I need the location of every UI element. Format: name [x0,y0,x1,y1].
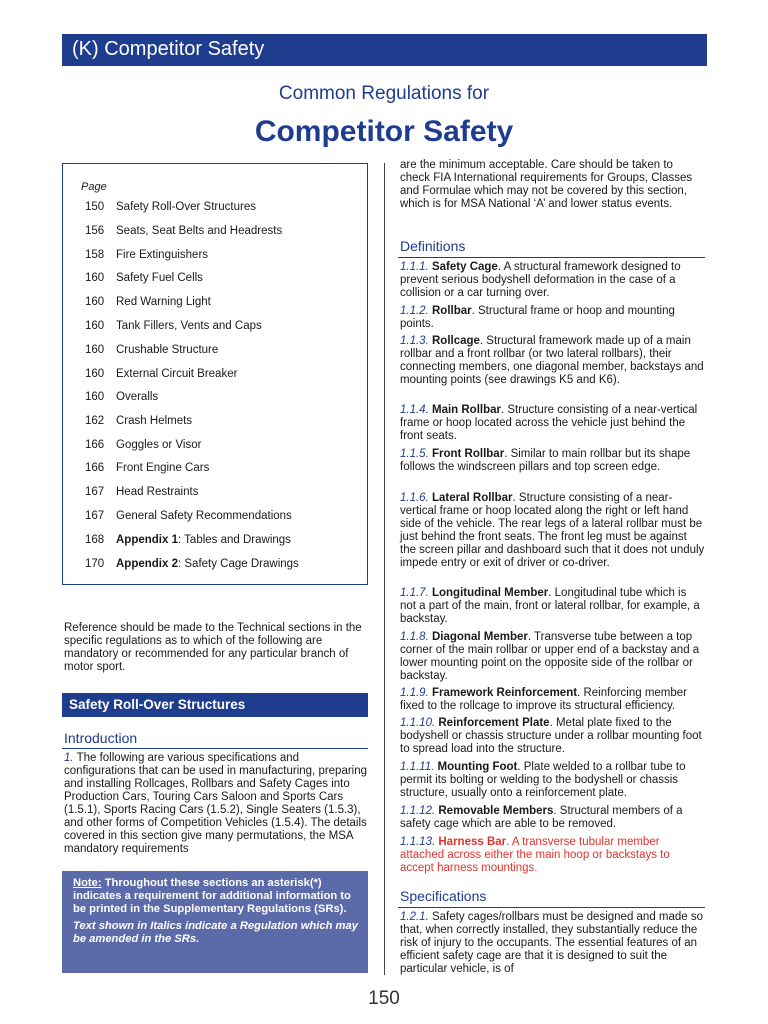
definition-item: 1.1.8. Diagonal Member. Transverse tube between a top corner of the main rollbar or upper end of a backstay and a lower mounting point on the opposite side of the rollbar or backstay. [400,631,700,682]
heading-rule [398,907,705,908]
specifications-paragraph: 1.2.1. Safety cages/rollbars must be designed and made so that, when correctly installed, they substantially reduce the risk of injury to the occupants. The essential features of an efficient safety cage are that it is designed to suit the particular vehicle, is of [400,911,704,975]
page-subtitle: Common Regulations for [278,83,490,104]
toc-row[interactable]: 167 Head Restraints [85,486,199,498]
toc-row[interactable]: 168 Appendix 1: Tables and Drawings [85,534,291,546]
toc-row[interactable]: 150 Safety Roll-Over Structures [85,201,256,213]
heading-rule [62,748,368,749]
toc-row[interactable]: 170 Appendix 2: Safety Cage Drawings [85,558,299,570]
toc-row[interactable]: 158 Fire Extinguishers [85,249,209,261]
specifications-heading: Specifications [400,888,487,904]
toc-row[interactable]: 160 Crushable Structure [85,344,219,356]
section-band-title: (K) Competitor Safety [72,38,265,60]
toc-row[interactable]: 160 External Circuit Breaker [85,368,238,380]
definition-item: 1.1.11. Mounting Foot. Plate welded to a rollbar tube to permit its bolting or welding to the bodyshell or chassis structure, usually onto a reinforcement plate. [400,761,686,799]
note-label: Note: [73,877,102,889]
toc-row[interactable]: 156 Seats, Seat Belts and Headrests [85,225,283,237]
table-of-contents [62,163,368,585]
heading-rule [398,257,705,258]
section-band [62,34,707,66]
toc-row[interactable]: 160 Tank Fillers, Vents and Caps [85,320,262,332]
reference-paragraph: Reference should be made to the Technical sections in the specific regulations as to which of the following are mandatory or recommended for any particular branch of motor sport. [64,622,362,673]
definition-item: 1.1.5. Front Rollbar. Similar to main rollbar but its shape follows the windscreen pillars and top screen edge. [400,448,691,473]
page-number: 150 [368,988,400,1009]
toc-row[interactable]: 166 Front Engine Cars [85,462,210,474]
note-box: Note: Throughout these sections an asterisk(*) indicates a requirement for additional information to be printed in the Supplementary Regulations (SRs). Text shown in Italics indicate a Regulation which may be amended in the SRs. [62,871,368,973]
definition-item: 1.1.2. Rollbar. Structural frame or hoop and mounting points. [400,305,675,330]
toc-row[interactable]: 162 Crash Helmets [85,415,193,427]
note-italic: Text shown in Italics indicate a Regulation which may be amended in the SRs. [73,920,358,945]
definition-item: 1.1.1. Safety Cage. A structural framework designed to prevent serious bodyshell deformation in the case of a collision or a car turning over. [400,261,681,299]
column-divider [384,163,385,975]
definition-item: 1.1.9. Framework Reinforcement. Reinforcing member fixed to the rollcage to improve its structural efficiency. [400,687,687,712]
definition-item: 1.1.7. Longitudinal Member. Longitudinal tube which is not a part of the main, front or lateral rollbar, for example, a backstay. [400,587,700,625]
definition-item: 1.1.10. Reinforcement Plate. Metal plate fixed to the bodyshell or chassis structure under a rollbar mounting foot to spread load into the structure. [400,717,702,755]
toc-row[interactable]: 166 Goggles or Visor [85,439,202,451]
toc-page-label: Page [81,181,107,193]
definition-item: 1.1.3. Rollcage. Structural framework made up of a main rollbar and a front rollbar (or two lateral rollbars), their connecting members, one diagonal member, backstays and mounting points (see drawings K5 and K6). [400,335,704,386]
introduction-paragraph: 1. The following are various specifications and configurations that can be used in manufacturing, preparing and installing Rollcages, Rollbars and Safety Cages into Production Cars, Touring Cars Saloon and Sports Cars (1.5.1), Sports Racing Cars (1.5.2), Single Seaters (1.5.3), and other forms of Competition Vehicles (1.5.4). The details covered in this section give many permutations, the MSA mandatory requirements [64,752,368,855]
definition-item: 1.1.6. Lateral Rollbar. Structure consisting of a near-vertical frame or hoop located along the right or left hand side of the vehicle. The rear legs of a lateral rollbar must be just behind the front seats. The front leg must be against the screen pillar and dashboard such that it does not unduly impede entry or exit of driver or co-driver. [400,492,705,569]
toc-row[interactable]: 167 General Safety Recommendations [85,510,292,522]
section-heading: Safety Roll-Over Structures [62,693,368,717]
definitions-heading: Definitions [400,238,466,254]
definition-item: 1.1.12. Removable Members. Structural members of a safety cage which are able to be removed. [400,805,683,830]
definition-item: 1.1.4. Main Rollbar. Structure consisting of a near-vertical frame or hoop located across the vehicle just behind the front seats. [400,404,698,442]
page-title: Competitor Safety [254,115,514,148]
introduction-heading: Introduction [64,730,138,746]
toc-row[interactable]: 160 Safety Fuel Cells [85,272,203,284]
toc-row[interactable]: 160 Overalls [85,391,159,403]
definition-item-amended: 1.1.13. Harness Bar. A transverse tubular member attached across either the main hoop or backstays to accept harness mountings. [400,836,670,874]
toc-row[interactable]: 160 Red Warning Light [85,296,211,308]
continuation-paragraph: are the minimum acceptable. Care should be taken to check FIA International requirements for Groups, Classes and Formulae which may not be covered by this section, which is for MSA National ‘A’ and lower status events. [400,159,693,210]
